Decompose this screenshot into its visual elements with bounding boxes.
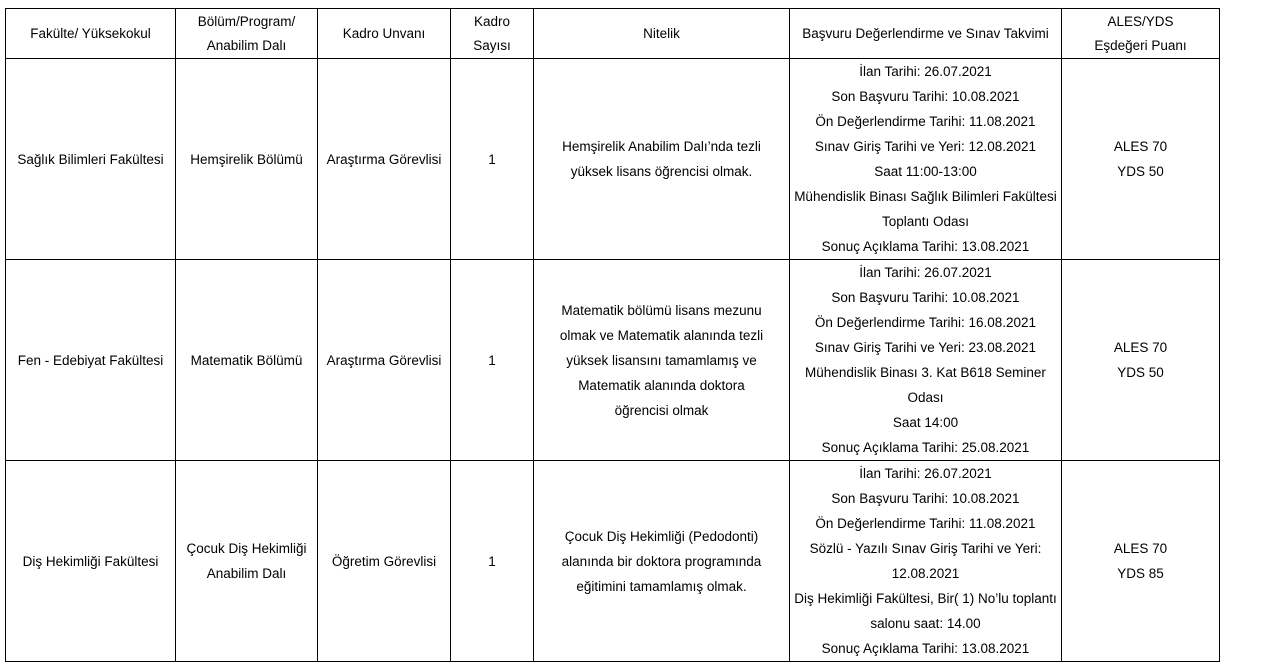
schedule-cell: İlan Tarihi: 26.07.2021 Son Başvuru Tarihi: 10.08.2021 Ön Değerlendirme Tarihi: 11.08.2021 Sınav Giriş Tarihi ve Yeri: 12.08.2021 Saat 11:00-13:00 Mühendislik Binası Sağlık Bilimleri Fakültesi Toplantı Odası Sonuç Açıklama Tarihi: 13.08.2021 <box>790 59 1062 260</box>
title-cell: Öğretim Görevlisi <box>318 461 451 662</box>
department-cell: Hemşirelik Bölümü <box>176 59 318 260</box>
title-cell: Araştırma Görevlisi <box>318 260 451 461</box>
schedule-cell: İlan Tarihi: 26.07.2021 Son Başvuru Tarihi: 10.08.2021 Ön Değerlendirme Tarihi: 11.08.2021 Sözlü - Yazılı Sınav Giriş Tarihi ve Yeri: 12.08.2021 Diş Hekimliği Fakültesi, Bir( 1) No’lu toplantı salonu saat: 14.00 Sonuç Açıklama Tarihi: 13.08.2021 <box>790 461 1062 662</box>
count-cell: 1 <box>451 59 534 260</box>
faculty-cell: Sağlık Bilimleri Fakültesi <box>6 59 176 260</box>
header-department: Bölüm/Program/ Anabilim Dalı <box>176 9 318 59</box>
count-cell: 1 <box>451 260 534 461</box>
header-row <box>6 9 1220 59</box>
header-score: ALES/YDS Eşdeğeri Puanı <box>1062 9 1220 59</box>
header-qualification: Nitelik <box>534 9 790 59</box>
score-cell: ALES 70 YDS 50 <box>1062 260 1220 461</box>
table-row <box>6 59 1220 260</box>
qualification-cell: Matematik bölümü lisans mezunu olmak ve Matematik alanında tezli yüksek lisansını tamamlamış ve Matematik alanında doktora öğrencisi olmak <box>534 260 790 461</box>
header-count: Kadro Sayısı <box>451 9 534 59</box>
count-cell: 1 <box>451 461 534 662</box>
score-cell: ALES 70 YDS 85 <box>1062 461 1220 662</box>
header-faculty: Fakülte/ Yüksekokul <box>6 9 176 59</box>
schedule-cell: İlan Tarihi: 26.07.2021 Son Başvuru Tarihi: 10.08.2021 Ön Değerlendirme Tarihi: 16.08.2021 Sınav Giriş Tarihi ve Yeri: 23.08.2021 Mühendislik Binası 3. Kat B618 Seminer Odası Saat 14:00 Sonuç Açıklama Tarihi: 25.08.2021 <box>790 260 1062 461</box>
table-row <box>6 260 1220 461</box>
qualification-cell: Hemşirelik Anabilim Dalı’nda tezli yüksek lisans öğrencisi olmak. <box>534 59 790 260</box>
header-title: Kadro Unvanı <box>318 9 451 59</box>
faculty-cell: Diş Hekimliği Fakültesi <box>6 461 176 662</box>
faculty-cell: Fen - Edebiyat Fakültesi <box>6 260 176 461</box>
positions-table <box>5 8 1220 662</box>
header-schedule: Başvuru Değerlendirme ve Sınav Takvimi <box>790 9 1062 59</box>
department-cell: Çocuk Diş Hekimliği Anabilim Dalı <box>176 461 318 662</box>
qualification-cell: Çocuk Diş Hekimliği (Pedodonti) alanında bir doktora programında eğitimini tamamlamış olmak. <box>534 461 790 662</box>
title-cell: Araştırma Görevlisi <box>318 59 451 260</box>
score-cell: ALES 70 YDS 50 <box>1062 59 1220 260</box>
table-row <box>6 461 1220 662</box>
department-cell: Matematik Bölümü <box>176 260 318 461</box>
